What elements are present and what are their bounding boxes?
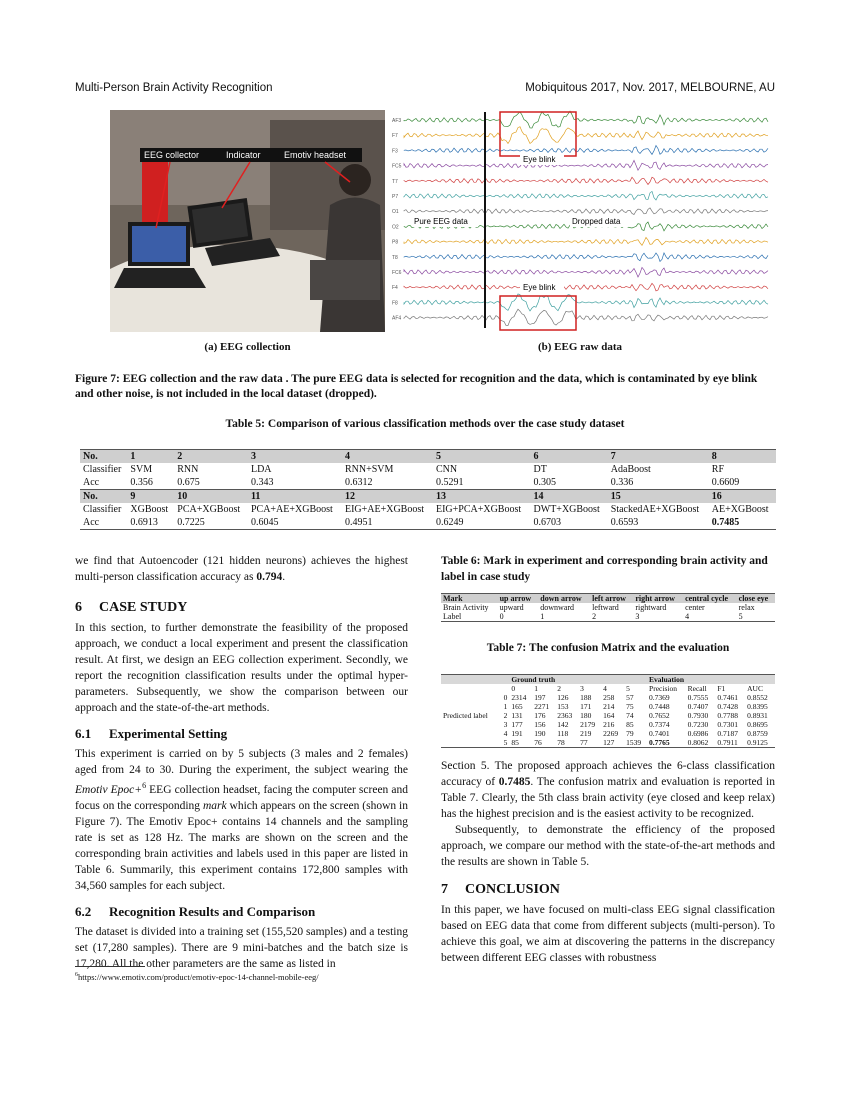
eeg-trace [404, 127, 768, 144]
table5-cell: 12 [342, 490, 433, 504]
photo-label-indicator: Indicator [226, 150, 261, 160]
table6-cell: leftward [592, 603, 619, 612]
table7-cell: 76 [532, 738, 555, 748]
table7-header-cell: 2 [557, 684, 561, 693]
table5-cell: SVM [130, 464, 153, 475]
table7-cell: 126 [557, 693, 569, 702]
eeg-channel-label: T8 [392, 254, 398, 261]
table5-cell: 0.6249 [433, 516, 531, 530]
table5-cell: AdaBoost [610, 464, 651, 475]
table5-cell: 0.343 [250, 477, 274, 488]
table7-cell: 0.8552 [747, 693, 768, 702]
table5-cell: StackedAE+XGBoost [610, 504, 700, 515]
table7-header-cell: Precision [649, 684, 677, 693]
table5-cell: 0.6312 [344, 477, 373, 488]
table7-cell: 0.9125 [745, 738, 775, 748]
eeg-trace [404, 146, 768, 155]
eeg-raw-data-plot [390, 110, 770, 332]
table7-header-cell: 3 [580, 684, 584, 693]
table7-cell: 0.7448 [649, 702, 670, 711]
table6-cell: center [685, 603, 705, 612]
section-7-paragraph: In this paper, we have focused on multi-class EEG signal classification based on EEG data that come from different subjects (multi-person). To achieve this goal, we aim at discovering the patterns in the discrepancy between different EEG classes with robustness [441, 904, 775, 964]
eeg-trace [404, 208, 768, 215]
eeg-channel-label: F3 [392, 148, 398, 155]
table7-cell: 0.7428 [717, 702, 738, 711]
table5-cell: PCA+AE+XGBoost [250, 504, 333, 515]
table5-cell: 16 [709, 490, 776, 504]
table7-cell: 153 [557, 702, 569, 711]
left-column [75, 553, 408, 972]
table7-group-ground-truth: Ground truth [509, 675, 647, 685]
table7-cell: 1 [503, 702, 508, 711]
table6-cell: Brain Activity [443, 603, 489, 612]
table7-cell: 79 [626, 729, 634, 738]
table5-cell: DT [533, 464, 547, 475]
comparison-paragraph: Subsequently, to demonstrate the efficiency of the proposed approach, we compare our method with the state-of-the-art methods and the results are shown in Table 5. [441, 824, 775, 868]
table7-cell: 0.8695 [747, 720, 768, 729]
table7-cell: 0.7930 [687, 711, 709, 720]
section-6-1-heading: 6.1 Experimental Setting [75, 726, 228, 741]
table5-cell: 0.336 [610, 477, 634, 488]
table5-cell: 0.675 [177, 477, 200, 488]
table7-cell: 216 [603, 720, 615, 729]
table5-cell: 7 [608, 450, 709, 464]
table7-cell: 0.7401 [649, 729, 670, 738]
table7-row-label [441, 720, 500, 729]
table7-header-cell: AUC [747, 684, 763, 693]
running-header-right: Mobiquitous 2017, Nov. 2017, MELBOURNE, AU [525, 82, 775, 94]
table7-cell: 180 [580, 711, 592, 720]
table7-cell: 0 [503, 693, 508, 702]
table7-cell: 214 [603, 702, 615, 711]
table7-cell: 191 [511, 729, 523, 738]
table5-row [80, 476, 776, 490]
table7-cell: 219 [580, 729, 592, 738]
table7-row-label [441, 729, 500, 738]
section-7-heading: 7 CONCLUSION [441, 882, 560, 897]
table6-cell: relax [738, 603, 755, 612]
table7-row [441, 693, 775, 702]
footnote: $^6$https://www.emotiv.com/product/emotiv-epoc-14-channel-mobile-eeg/ [75, 972, 319, 982]
table7-cell: 0.7369 [649, 693, 670, 702]
table7-cell: 1539 [624, 738, 647, 748]
table5-cell: 1 [127, 450, 174, 464]
table6-row [441, 594, 775, 604]
photo-label-headset: Emotiv headset [284, 150, 347, 160]
eeg-trace-plot [390, 110, 770, 332]
table5-cell: Classifier [83, 464, 122, 475]
eeg-channel-label: FC5 [392, 163, 402, 170]
eeg-collection-photo [110, 110, 385, 332]
table7-cell: 4 [503, 729, 508, 738]
table7-blank [441, 675, 509, 685]
table7-blank [441, 684, 509, 693]
table5-cell: 0.6609 [711, 477, 740, 488]
table7-cell: 0.7230 [687, 720, 709, 729]
table7-cell: 0.8759 [747, 729, 768, 738]
table7-cell: 0.7911 [715, 738, 745, 748]
table6-row [441, 603, 775, 612]
table7-row-label [441, 738, 500, 748]
table5-cell: 0.6045 [248, 516, 342, 530]
table5-row [80, 490, 776, 504]
table5-cell: LDA [250, 464, 272, 475]
table5-cell: Classifier [83, 504, 122, 515]
table7-cell: 0.7652 [649, 711, 670, 720]
table7-cell: 131 [511, 711, 523, 720]
table7-cell: 142 [557, 720, 569, 729]
table7-cell: 171 [580, 702, 592, 711]
table7-cell: 177 [511, 720, 523, 729]
table7-group-row [441, 675, 775, 685]
table7-header-cell: 5 [626, 684, 630, 693]
eeg-channel-label: P8 [392, 239, 399, 246]
table5-cell: 5 [433, 450, 531, 464]
table7-header-cell: 0 [511, 684, 516, 693]
table5-cell: 0.6913 [127, 516, 174, 530]
section-6-paragraph: In this section, to further demonstrate the feasibility of the proposed approach, we conduct a local experiment and present the classification result. At first, we design an EEG collection experiment. Secondly, we report the recognition classification results under the optimal hyper-parameters. Subsequently, we show the comparison between our approach and the state-of-the-art methods. [75, 622, 408, 714]
table7-cell: 258 [603, 693, 615, 702]
table7-cell: 75 [626, 702, 634, 711]
table5-row [80, 450, 776, 464]
table6-row [441, 612, 775, 622]
table7-row-label [441, 693, 500, 702]
eeg-trace [404, 294, 768, 311]
table5-cell: AE+XGBoost [711, 504, 769, 515]
table7-cell: 57 [626, 693, 634, 702]
table5 [80, 449, 776, 530]
table7-cell: 0.7765 [647, 738, 686, 748]
eeg-trace [404, 283, 768, 291]
table6-cell: right arrow [633, 594, 683, 604]
footnote-rule [75, 966, 145, 967]
table5-cell: 0.6593 [608, 516, 709, 530]
table5-cell: CNN [435, 464, 458, 475]
eeg-channel-label: FC6 [392, 270, 402, 276]
table7-cell: 190 [534, 729, 546, 738]
table7-cell: 0.7301 [717, 720, 738, 729]
table5-cell: Acc [83, 477, 100, 488]
eeg-trace [404, 309, 768, 325]
table7-cell: 0.7374 [649, 720, 670, 729]
table7-cell: 0.7461 [717, 693, 738, 702]
table7-row-label: Predicted label [443, 711, 488, 720]
eeg-trace [404, 267, 768, 277]
eeg-channel-label: F8 [392, 300, 398, 307]
table7-cell: 78 [555, 738, 578, 748]
table6-cell: upward [499, 603, 524, 612]
table7-cell: 165 [511, 702, 523, 711]
photo-label-collector: EEG collector [144, 150, 200, 160]
table7-row [441, 729, 775, 738]
table5-row [80, 516, 776, 530]
table5-cell: RNN [177, 464, 199, 475]
table7-cell: 156 [534, 720, 546, 729]
table7-cell: 0.6986 [687, 729, 709, 738]
table7-caption: Table 7: The confusion Matrix and the evaluation [486, 642, 730, 654]
table5-cell: 9 [127, 490, 174, 504]
table6-cell: close eye [737, 594, 775, 604]
table7-header-cell: F1 [717, 684, 726, 693]
table5-cell: 0.4951 [342, 516, 433, 530]
eeg-trace [404, 253, 768, 262]
table7-cell: 0.8931 [747, 711, 768, 720]
table7-cell: 0.8062 [686, 738, 716, 748]
table5-cell: 0.7485 [709, 516, 776, 530]
figure-caption: Figure 7: EEG collection and the raw data . The pure EEG data is selected for recognition and the data, which is contaminated by eye blink and other noise, is not included in the local dataset (dropped). [75, 373, 758, 400]
table7-cell: 85 [509, 738, 532, 748]
table5-cell: 0.7225 [174, 516, 248, 530]
table5-cell: 14 [531, 490, 608, 504]
eeg-trace [404, 160, 768, 170]
table5-cell: RF [711, 464, 725, 475]
table5-row [80, 463, 776, 476]
table6-cell: 3 [633, 612, 683, 622]
table6-caption: Table 6: Mark in experiment and corresponding brain activity and label in case study [441, 555, 768, 583]
table6-cell: Label [441, 612, 498, 622]
eeg-channel-label: P7 [392, 194, 399, 200]
table5-cell: 2 [174, 450, 248, 464]
table7-header-cell: 1 [534, 684, 539, 693]
table7-row-label [441, 702, 500, 711]
table5-cell: 15 [608, 490, 709, 504]
table5-cell: 8 [709, 450, 776, 464]
table6-cell: up arrow [498, 594, 539, 604]
table7-header-row [441, 684, 775, 693]
section-6-1-paragraph: This experiment is carried on by 5 subjects (3 males and 2 females) aged from 24 to 30. During the experiment, the subject wearing the Emotiv Epoc+$^6$ EEG collection headset, facing the computer screen and focus on the corresponding mark which appears on the screen (shown in Figure 7). The Emotiv Epoc+ contains 14 channels and the sampling rate is set as 128 Hz. The marks are shown on the screen and the corresponding brain activities and labels used in this paper are listed in Table 6. Summarily, this experiment contains 172,800 samples with 34,560 samples for each subject. [75, 748, 409, 892]
table5-cell: 0.5291 [435, 477, 464, 488]
eeg-trace [404, 237, 768, 245]
eye-blink-box-bottom [500, 296, 576, 330]
table5-cell: DWT+XGBoost [533, 504, 600, 515]
eeg-trace [404, 177, 768, 184]
results-paragraph: Section 5. The proposed approach achieves the 6-class classification accuracy of 0.7485. The confusion matrix and evaluation is reported in Table 7. Clearly, the 5th class brain activity (eye closed and keep relax) has the highest precision and is the easiest activity to be recognized. [441, 760, 775, 820]
table7-header-cell: 4 [603, 684, 607, 693]
table6-cell: 4 [683, 612, 737, 622]
table7-row [441, 738, 775, 748]
table5-cell: 13 [433, 490, 531, 504]
table5-cell: No. [80, 450, 127, 464]
eye-blink-label-bottom: Eye blink [523, 283, 556, 292]
table7-row [441, 711, 775, 720]
table5-cell: XGBoost [130, 504, 169, 515]
table6 [441, 593, 775, 622]
eeg-channel-label: O1 [392, 209, 399, 216]
table5-cell: EIG+AE+XGBoost [344, 504, 425, 515]
eeg-channel-label: AF4 [392, 315, 402, 322]
table5-row [80, 503, 776, 516]
table7-cell: 0.7555 [687, 693, 709, 702]
table7-cell: 5 [500, 738, 509, 748]
table7-cell: 2 [503, 711, 508, 720]
eeg-channel-label: F7 [392, 133, 398, 140]
table6-cell: central cycle [683, 594, 737, 604]
subcaption-a: (a) EEG collection [204, 341, 291, 353]
table7-cell: 127 [601, 738, 624, 748]
table5-cell: 0.305 [533, 477, 557, 488]
table5-caption: Table 5: Comparison of various classification methods over the case study dataset [225, 418, 625, 430]
table5-cell: 4 [342, 450, 433, 464]
table7 [441, 674, 775, 748]
subcaption-b: (b) EEG raw data [537, 341, 623, 353]
table7-cell: 2269 [603, 729, 619, 738]
table7-cell: 2179 [580, 720, 596, 729]
table7-cell: 77 [578, 738, 601, 748]
table7-row [441, 720, 775, 729]
table7-cell: 118 [557, 729, 569, 738]
table7-cell: 74 [626, 711, 634, 720]
table7-cell: 0.7407 [687, 702, 709, 711]
table7-cell: 188 [580, 693, 592, 702]
table5-cell: PCA+XGBoost [177, 504, 241, 515]
table5-cell: RNN+SVM [344, 464, 394, 475]
table7-header-cell: Recall [687, 684, 707, 693]
table5-cell: Acc [80, 516, 127, 530]
table6-cell: 0 [498, 612, 539, 622]
table6-cell: 1 [538, 612, 590, 622]
table5-cell: 3 [248, 450, 342, 464]
table6-cell: left arrow [590, 594, 633, 604]
right-column [441, 553, 775, 966]
table7-cell: 0.8395 [747, 702, 768, 711]
dropped-data-label: Dropped data [572, 217, 621, 226]
table7-cell: 2363 [557, 711, 573, 720]
table7-row [441, 702, 775, 711]
table6-cell: 2 [590, 612, 633, 622]
section-6-2-heading: 6.2 Recognition Results and Comparison [75, 903, 316, 919]
table6-cell: down arrow [538, 594, 590, 604]
table5-cell: 10 [174, 490, 248, 504]
table5-cell: 6 [531, 450, 608, 464]
table5-cell: 0.356 [130, 477, 153, 488]
table5-cell: No. [80, 490, 127, 504]
table7-cell: 3 [503, 720, 508, 729]
table7-cell: 0.7187 [717, 729, 738, 738]
eeg-channel-label: F4 [392, 285, 398, 292]
intro-paragraph: we find that Autoencoder (121 hidden neurons) achieves the highest multi-person classification accuracy as 0.794. [75, 555, 408, 583]
table7-cell: 164 [603, 711, 615, 720]
eeg-channel-label: AF3 [392, 118, 402, 124]
table7-cell: 2271 [534, 702, 550, 711]
table6-cell: 5 [737, 612, 775, 622]
eeg-trace [404, 111, 768, 128]
section-6-2-paragraph: The dataset is divided into a training set (155,520 samples) and a testing set (17,280 samples). There are 9 mini-batches and the batch size is 17,280. All the other parameters are the same as listed in [75, 925, 408, 970]
table7-cell: 197 [534, 693, 546, 702]
eye-blink-label-top: Eye blink [523, 155, 556, 164]
table5-cell: 11 [248, 490, 342, 504]
table7-group-evaluation: Evaluation [647, 675, 775, 685]
table6-cell: downward [540, 603, 575, 612]
running-header-left: Multi-Person Brain Activity Recognition [75, 82, 273, 94]
eeg-channel-label: O2 [392, 224, 399, 231]
eeg-channel-label: T7 [392, 178, 398, 185]
section-6-heading: 6 CASE STUDY [75, 600, 188, 615]
eeg-trace [404, 191, 768, 200]
table7-cell: 176 [534, 711, 546, 720]
table7-cell: 0.7788 [717, 711, 738, 720]
table5-cell: 0.6703 [531, 516, 608, 530]
table6-cell: rightward [635, 603, 667, 612]
table7-cell: 85 [626, 720, 634, 729]
pure-eeg-label: Pure EEG data [414, 217, 468, 226]
table5-cell: EIG+PCA+XGBoost [435, 504, 522, 515]
eeg-collection-illustration [110, 110, 385, 332]
table6-cell: Mark [441, 594, 498, 604]
table7-cell: 2314 [511, 693, 527, 702]
